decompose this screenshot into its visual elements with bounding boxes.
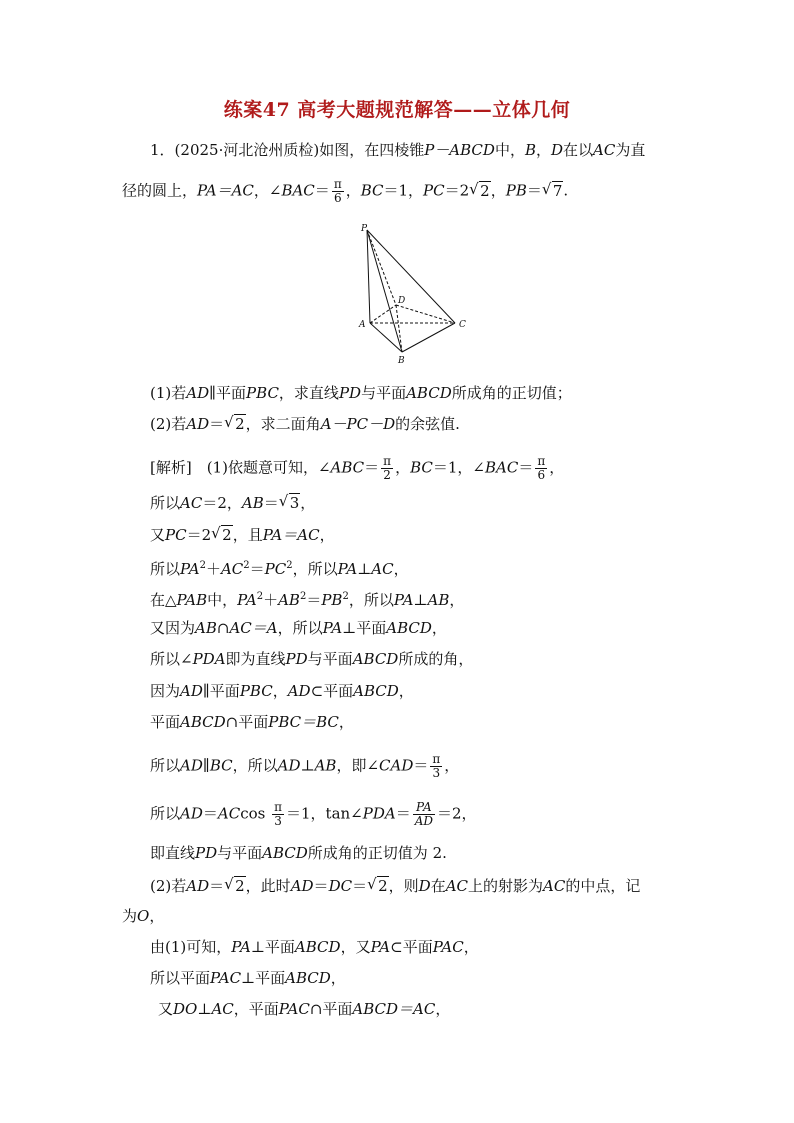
math-term: PC (264, 560, 287, 578)
problem-text: ＝ (526, 181, 542, 200)
text: ，又 (340, 938, 371, 956)
text: ∥ (202, 756, 210, 775)
text: (2)若 (150, 415, 187, 433)
math-term: PAC (432, 938, 464, 956)
text: 即直线 (150, 844, 196, 862)
radicand: 7 (552, 181, 563, 200)
text: ，则 (388, 877, 419, 895)
text: ∥平面 (202, 682, 240, 700)
superscript: 2 (299, 591, 307, 602)
text: 在△ (150, 591, 177, 609)
frac-den: 3 (274, 814, 282, 828)
math-term: AB∩AC＝A (195, 619, 278, 637)
text: ⊂平面 (310, 682, 354, 700)
math-term: ABCD (180, 713, 226, 731)
math-term: PDA (192, 650, 226, 668)
text: ＝ (364, 458, 380, 477)
text: 即为直线 (225, 650, 286, 668)
text: ＝1，tan∠ (286, 804, 363, 823)
math-term: PA (237, 591, 257, 609)
math-term: O (137, 907, 150, 925)
radicand: 2 (235, 415, 245, 433)
text: ＝ (313, 877, 329, 895)
text: ＝ (352, 877, 368, 895)
solution-line-5 (150, 587, 464, 610)
math-term: PA⊥AB (393, 591, 450, 609)
text: 所成角的正切值为 2. (307, 844, 447, 862)
math-term: ABCD (406, 384, 452, 402)
math-term: AD⊥AB (277, 756, 337, 775)
edge-AB (370, 323, 402, 352)
math-term: PA＝AC (262, 526, 320, 544)
math-term: AC (180, 494, 203, 512)
solution-line-3 (150, 525, 335, 545)
fraction-pi-6 (535, 455, 547, 482)
frac-num: π (274, 800, 282, 814)
math-term: D (551, 141, 564, 159)
math-term: PC (423, 181, 445, 200)
punct: ， (338, 713, 354, 731)
math-term: PD (195, 844, 218, 862)
problem-text: 中， (494, 141, 525, 159)
solution-line-4 (150, 556, 409, 579)
text: ，且 (232, 526, 263, 544)
math-term: AD (180, 682, 203, 700)
solution-line-2 (150, 493, 315, 513)
question-2 (150, 414, 460, 434)
punct: ， (431, 619, 447, 637)
text: 所以 (150, 494, 181, 512)
text: 与平面 (217, 844, 263, 862)
text: ∩平面 (309, 1000, 353, 1018)
fraction-pi-3 (272, 801, 284, 828)
frac-den: 6 (333, 191, 342, 205)
superscript: 2 (199, 560, 206, 571)
sqrt (367, 876, 389, 896)
problem-text: 为直 (615, 141, 646, 159)
sqrt (279, 493, 301, 513)
text: ＋ (205, 560, 221, 578)
problem-text: ＝2 (444, 181, 470, 200)
text: 所成的角， (398, 650, 474, 668)
text: ＝ (518, 458, 534, 477)
text: [解析] (1)依题意可知，∠ (150, 458, 331, 477)
text: 上的射影为 (468, 877, 544, 895)
frac-den: AD (414, 814, 434, 828)
punct: ， (535, 141, 551, 159)
frac-num: PA (413, 801, 435, 815)
edge-BC (402, 323, 455, 352)
vertex-label-D: D (398, 296, 406, 306)
text: 的余弦值. (395, 415, 460, 433)
punct: ， (435, 1000, 451, 1018)
math-term: B (524, 141, 536, 159)
text: 为 (122, 907, 138, 925)
frac-den: 2 (383, 468, 391, 482)
punct: ， (393, 560, 409, 578)
text: ＝ (249, 560, 265, 578)
text: 所以 (150, 756, 181, 775)
math-term: BAC (484, 458, 519, 477)
solution-line-16 (150, 968, 346, 988)
superscript: 2 (342, 591, 349, 602)
math-term: PB (321, 591, 343, 609)
math-term: PD (338, 384, 362, 402)
text: 又 (150, 526, 166, 544)
math-term: ABCD＝AC (352, 1000, 436, 1018)
math-term: PBC＝BC (268, 713, 339, 731)
radicand: 3 (289, 494, 300, 512)
math-term: PDA (362, 804, 396, 823)
text: 所以平面 (150, 969, 211, 987)
text: (1)若 (150, 384, 187, 402)
text: 因为 (150, 682, 181, 700)
math-term: PC (165, 526, 187, 544)
text: ∩平面 (225, 713, 269, 731)
solution-line-13 (150, 876, 640, 896)
fraction-pa-ad (413, 801, 435, 828)
sqrt (542, 181, 564, 201)
math-term: BC (209, 756, 233, 775)
text: ＝ (202, 804, 218, 823)
math-term: AD (180, 756, 203, 775)
frac-num: π (432, 752, 441, 766)
math-term: PD (285, 650, 308, 668)
radicand: 2 (378, 877, 388, 895)
math-term: DO⊥AC (173, 1000, 234, 1018)
text: ，求二面角 (245, 415, 321, 433)
text: ＝1，∠ (432, 458, 485, 477)
math-term: PA (180, 560, 200, 578)
text: (2)若 (150, 877, 187, 895)
edge-AD (370, 305, 396, 323)
vertex-label-B: B (398, 356, 405, 366)
text: 又 (158, 1000, 174, 1018)
punct: ， (490, 181, 506, 200)
solution-line-14 (122, 906, 164, 926)
edge-PA (367, 230, 370, 323)
solution-line-15 (150, 937, 479, 957)
text: ，所以 (277, 619, 323, 637)
text: ＝2， (202, 494, 242, 512)
text: 的中点，记 (565, 877, 641, 895)
text: 又因为 (150, 619, 196, 637)
punct: ， (300, 494, 316, 512)
punct: ， (149, 907, 165, 925)
solution-line-6 (150, 618, 447, 638)
math-term: PA＝AC (197, 181, 254, 200)
problem-line-1 (150, 140, 645, 160)
text: ＝ (209, 415, 225, 433)
text: ＋ (263, 591, 279, 609)
math-term: PBC (239, 682, 273, 700)
text: 与平面 (307, 650, 353, 668)
frac-den: 3 (432, 766, 441, 780)
solution-line-7 (150, 649, 473, 669)
text: ⊥平面 (241, 969, 286, 987)
text: ＝2 (186, 526, 212, 544)
math-term: ABCD (285, 969, 331, 987)
text: ∥平面 (209, 384, 247, 402)
math-term: AC (543, 877, 566, 895)
math-term: AD (290, 877, 314, 895)
page-title: 练案47 高考大题规范解答——立体几何 (223, 99, 571, 121)
text: ，求直线 (278, 384, 339, 402)
text: ，所以 (348, 591, 394, 609)
fraction-pi-2 (381, 455, 393, 482)
vertex-label-P: P (361, 224, 368, 234)
math-term: PA⊥AC (337, 560, 394, 578)
frac-num: π (383, 454, 392, 468)
question-1 (150, 383, 572, 403)
math-term: A－PC－D (320, 415, 396, 433)
problem-text: ＝ (314, 181, 330, 200)
punct: ， (549, 458, 565, 477)
math-term: AD (186, 877, 210, 895)
math-term: ABCD (386, 619, 432, 637)
punct: . (563, 181, 569, 200)
solution-line-10 (150, 753, 459, 780)
frac-num: π (537, 454, 546, 468)
math-term: PA (322, 619, 343, 637)
punct: ， (395, 458, 411, 477)
text: ，平面 (233, 1000, 279, 1018)
solution-line-11 (150, 801, 477, 828)
text: ＝2， (437, 804, 477, 823)
text: ⊥平面 (342, 619, 387, 637)
punct: ， (345, 181, 361, 200)
punct: ， (398, 682, 414, 700)
text: ，此时 (245, 877, 291, 895)
math-term: BC (360, 181, 384, 200)
solution-line-1 (150, 455, 564, 482)
frac-den: 6 (537, 468, 546, 482)
math-term: CAD (379, 756, 414, 775)
text: 所以 (150, 804, 181, 823)
radicand: 2 (222, 526, 232, 544)
problem-text: ，∠ (253, 181, 282, 200)
math-term: AC (593, 141, 616, 159)
text: ＝ (209, 877, 225, 895)
math-term: AD (180, 804, 203, 823)
math-term: AD (186, 415, 210, 433)
math-term: PA (231, 938, 251, 956)
superscript: 2 (243, 560, 250, 571)
math-term: AB (241, 494, 264, 512)
vertex-label-C: C (459, 320, 466, 330)
math-term: PAC (210, 969, 242, 987)
sqrt (469, 181, 491, 201)
math-term: AC (220, 560, 244, 578)
text: 与平面 (361, 384, 407, 402)
math-term: AD (287, 682, 311, 700)
solution-line-12 (150, 843, 447, 863)
text: 由(1)可知， (150, 938, 232, 956)
sqrt (224, 414, 246, 434)
text: ＝ (413, 756, 429, 775)
math-term: P－ABCD (424, 141, 495, 159)
vertex-label-A: A (359, 320, 366, 330)
fraction-pi-3 (430, 753, 442, 780)
edge-DB (396, 305, 402, 352)
math-term: PAC (278, 1000, 310, 1018)
punct: ， (272, 682, 288, 700)
math-term: ABCD (352, 650, 399, 668)
superscript: 2 (256, 591, 264, 602)
text: 中， (207, 591, 238, 609)
solution-line-9 (150, 712, 354, 732)
punct: ， (449, 591, 465, 609)
sqrt (224, 876, 246, 896)
math-term: AD (186, 384, 210, 402)
radicand: 2 (235, 877, 245, 895)
math-term: BC (410, 458, 433, 477)
math-term: BAC (281, 181, 315, 200)
punct: ， (444, 756, 460, 775)
problem-text: 径的圆上， (122, 181, 198, 200)
text: ，即∠ (336, 756, 380, 775)
punct: ， (330, 969, 346, 987)
punct: ， (463, 938, 479, 956)
problem-text: 1．(2025·河北沧州质检)如图，在四棱锥 (150, 141, 425, 159)
text: ＝ (395, 804, 411, 823)
solution-line-17 (158, 999, 450, 1019)
text: ⊥平面 (250, 938, 295, 956)
text: 所以∠ (150, 650, 193, 668)
math-term: PA (370, 938, 391, 956)
text: ，所以 (232, 756, 278, 775)
text: 所以 (150, 560, 181, 578)
math-term: AC (445, 877, 469, 895)
pyramid-figure (355, 222, 475, 367)
math-term: ABCD (353, 682, 399, 700)
math-term: PAB (176, 591, 208, 609)
sqrt (211, 525, 233, 545)
text: ⊂平面 (390, 938, 433, 956)
problem-line-2 (122, 178, 568, 205)
math-term: AB (278, 591, 300, 609)
text: 平面 (150, 713, 181, 731)
text: ＝ (263, 494, 279, 512)
problem-text: ＝1， (383, 181, 424, 200)
fraction-pi-6 (332, 178, 344, 205)
punct: ， (319, 526, 335, 544)
solution-line-8 (150, 681, 414, 701)
math-term: ABCD (262, 844, 308, 862)
text: cos (240, 804, 271, 823)
math-term: PBC (246, 384, 279, 402)
radicand: 2 (480, 181, 490, 200)
text: 所成角的正切值； (451, 384, 572, 402)
math-term: D (418, 877, 431, 895)
math-term: PB (505, 181, 527, 200)
text: 在 (430, 877, 446, 895)
superscript: 2 (286, 560, 293, 571)
text: ，所以 (292, 560, 338, 578)
math-term: AC (217, 804, 241, 823)
frac-num: π (333, 177, 342, 191)
math-term: DC (328, 877, 353, 895)
math-term: ABC (330, 458, 365, 477)
problem-text: 在以 (563, 141, 594, 159)
text: ＝ (306, 591, 322, 609)
math-term: ABCD (294, 938, 341, 956)
edge-PD (367, 230, 396, 305)
